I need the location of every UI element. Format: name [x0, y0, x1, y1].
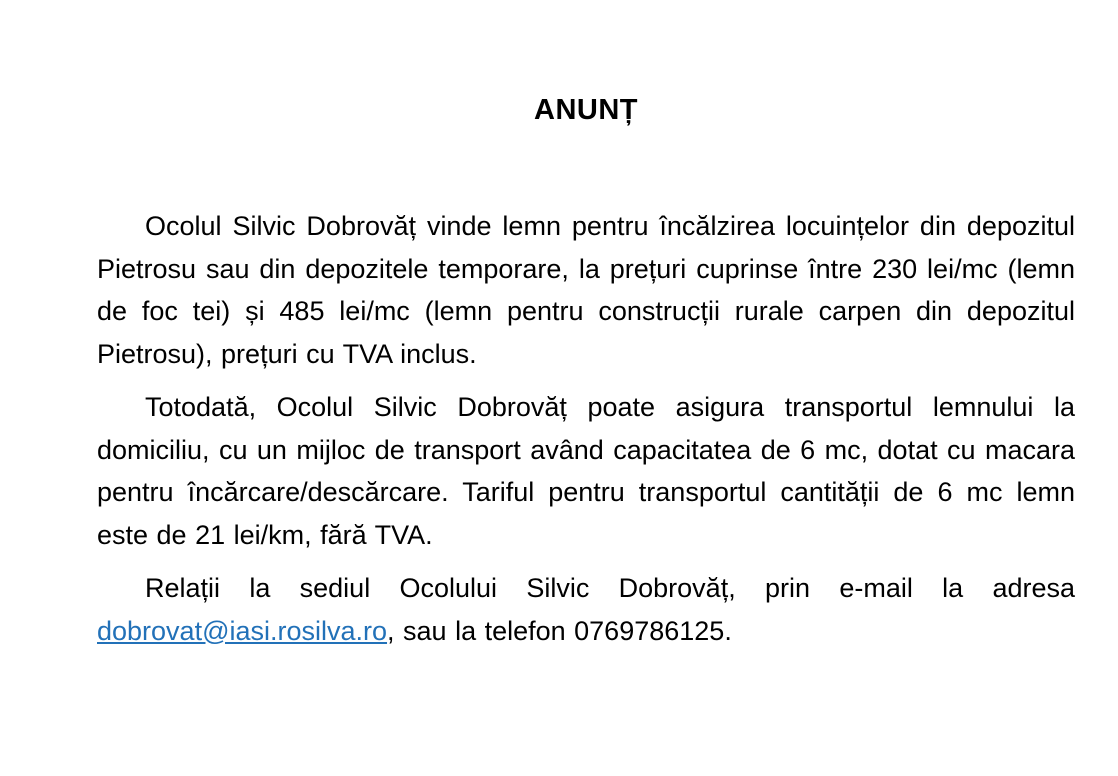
- paragraph-sale-info: Ocolul Silvic Dobrovăț vinde lemn pentru încălzirea locuințelor din depozitul Pietrosu sau din depozitele temporare, la prețuri cuprinse între 230 lei/mc (lemn de foc tei) și 485 lei/mc (lemn pentru construcții rurale carpen din depozitul Pietrosu), prețuri cu TVA inclus.: [97, 211, 1075, 369]
- contact-text-before-link: Relații la sediul Ocolului Silvic Dobrovăț, prin e-mail la adresa: [145, 573, 1075, 603]
- paragraph-transport-info: Totodată, Ocolul Silvic Dobrovăț poate asigura transportul lemnului la domiciliu, cu un mijloc de transport având capacitatea de 6 mc, dotat cu macara pentru încărcare/descărcare. Tariful pentru transportul cantității de 6 mc lemn este de 21 lei/km, fără TVA.: [97, 392, 1075, 550]
- paragraph-contact-info: [97, 567, 1075, 652]
- email-link[interactable]: dobrovat@iasi.rosilva.ro: [97, 615, 388, 646]
- contact-text-after-link: , sau la telefon 0769786125.: [387, 615, 732, 646]
- page-title: ANUNȚ: [534, 94, 638, 126]
